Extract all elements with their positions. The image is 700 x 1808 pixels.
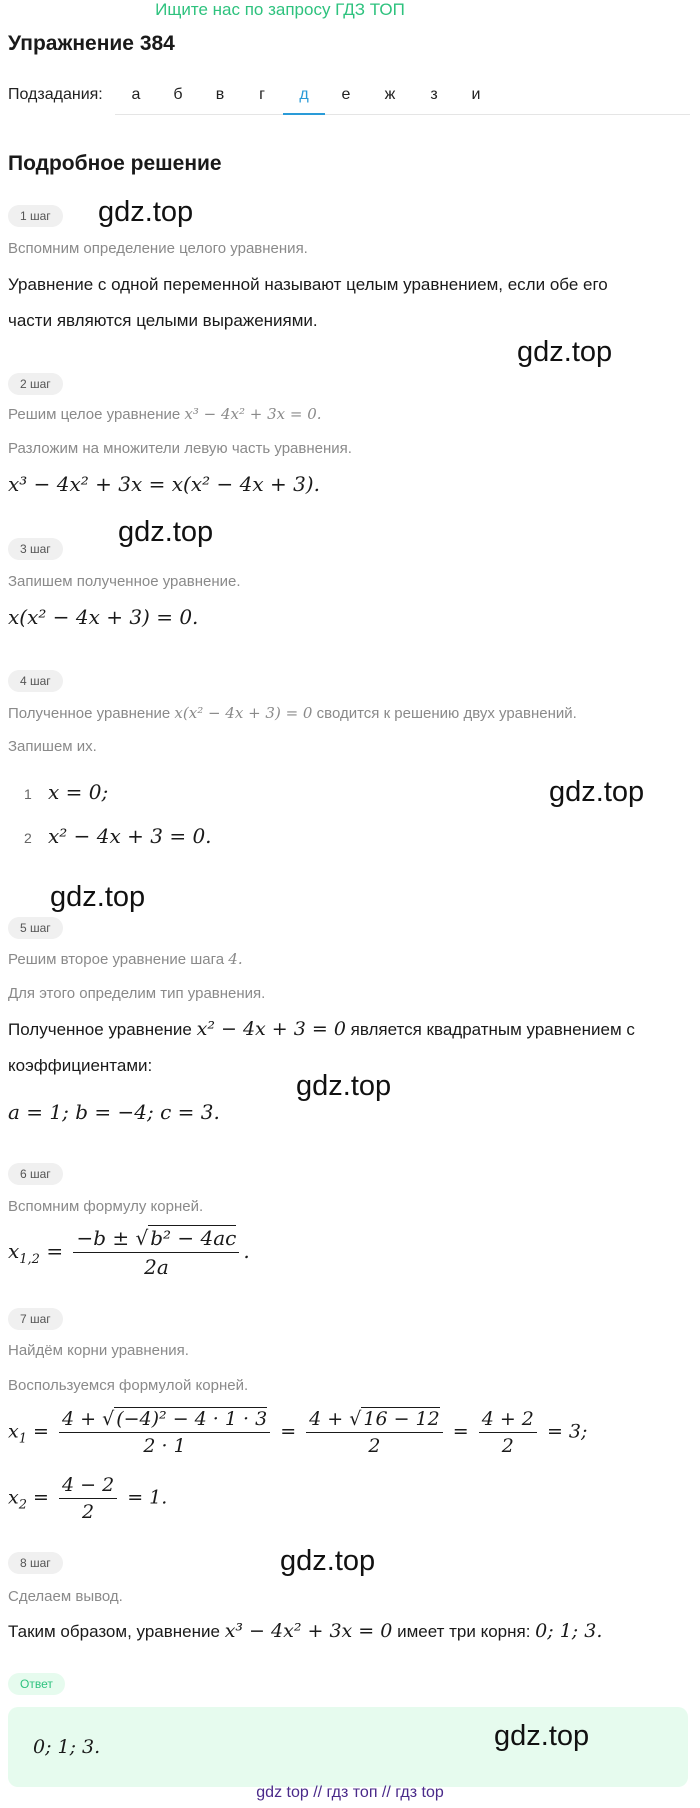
watermark: gdz.top xyxy=(280,1545,376,1577)
subtasks-label: Подзадания: xyxy=(8,86,103,103)
step-badge: 3 шаг xyxy=(8,538,63,560)
step-note: Для этого определим тип уравнения. xyxy=(8,985,266,1002)
subtask-tab-e[interactable]: е xyxy=(341,86,351,103)
subtask-tab-v[interactable]: в xyxy=(215,86,225,103)
search-banner: Ищите нас по запросу ГДЗ ТОП xyxy=(155,0,405,19)
watermark: gdz.top xyxy=(118,516,214,548)
list-number: 1 xyxy=(24,786,32,802)
watermark: gdz.top xyxy=(549,776,645,808)
answer-badge: Ответ xyxy=(8,1673,65,1695)
watermark: gdz.top xyxy=(494,1720,590,1752)
text-suffix: является квадратным уравнением с xyxy=(350,1020,635,1039)
step-badge: 1 шаг xyxy=(8,205,63,227)
subtask-tab-d[interactable]: д xyxy=(283,86,325,104)
answer-value: 0; 1; 3. xyxy=(33,1736,101,1758)
watermark: gdz.top xyxy=(517,336,613,368)
footer-links[interactable]: gdz top // гдз топ // гдз top xyxy=(256,1784,444,1801)
step-text xyxy=(8,1620,602,1642)
subtask-tab-i[interactable]: и xyxy=(471,86,481,103)
formula: 0; 1; 3. xyxy=(535,1620,603,1642)
subtask-tab-g[interactable]: г xyxy=(259,86,265,103)
list-number: 2 xyxy=(24,830,32,846)
formula: a = 1; b = −4; c = 3. xyxy=(8,1100,220,1124)
step-note: Вспомним определение целого уравнения. xyxy=(8,240,308,257)
formula: x³ − 4x² + 3x = x(x² − 4x + 3). xyxy=(8,472,320,496)
note-prefix: Полученное уравнение xyxy=(8,705,171,722)
formula: x = 0; xyxy=(48,780,109,804)
formula: $x_{1,2}$ = $\frac{\text{−b ± √ b² − 4ac}}{2a}$ . xyxy=(8,1226,250,1279)
note-prefix: Решим второе уравнение шага xyxy=(8,951,225,968)
formula: x(x² − 4x + 3) = 0 xyxy=(174,704,313,722)
watermark: gdz.top xyxy=(98,196,194,228)
watermark: gdz.top xyxy=(50,881,146,913)
step-note: Воспользуемся формулой корней. xyxy=(8,1377,249,1394)
step-note: Сделаем вывод. xyxy=(8,1588,123,1605)
step-note: Разложим на множители левую часть уравнения. xyxy=(8,440,352,457)
step-badge: 4 шаг xyxy=(8,670,63,692)
subtask-tab-zh[interactable]: ж xyxy=(384,86,396,103)
subtask-tab-a[interactable]: а xyxy=(131,86,141,103)
formula: $x_1$ = $\frac{\text{4 + √ (−4)² − 4 · 1 · 3}}{2 \cdot 1}$ = $\frac{4 + √ 16 - 12}{2}$ = $\frac{4 + 2}{2}$ = 3; xyxy=(8,1408,588,1457)
text-mid: имеет три корня: xyxy=(397,1622,531,1641)
subtask-tab-z[interactable]: з xyxy=(430,86,438,103)
step-note: Найдём корни уравнения. xyxy=(8,1342,189,1359)
formula: x(x² − 4x + 3) = 0. xyxy=(8,605,199,629)
subtask-tab-b[interactable]: б xyxy=(173,86,183,103)
step-badge: 6 шаг xyxy=(8,1163,63,1185)
step-badge: 7 шаг xyxy=(8,1308,63,1330)
note-suffix: сводится к решению двух уравнений. xyxy=(316,705,577,722)
formula: 4. xyxy=(228,950,243,968)
text-prefix: Таким образом, уравнение xyxy=(8,1622,220,1641)
step-note: Вспомним формулу корней. xyxy=(8,1198,204,1215)
step-badge: 2 шаг xyxy=(8,373,63,395)
step-text: части являются целыми выражениями. xyxy=(8,311,318,330)
step-text xyxy=(8,1018,635,1040)
step-note: Запишем полученное уравнение. xyxy=(8,573,241,590)
formula: $x_2$ = $\frac{4 - 2}{2}$ = 1. xyxy=(8,1474,168,1523)
step-badge: 5 шаг xyxy=(8,917,63,939)
formula: x² − 4x + 3 = 0. xyxy=(48,824,212,848)
step-text: коэффициентами: xyxy=(8,1056,153,1075)
step-note xyxy=(8,704,577,722)
formula: x³ − 4x² + 3x = 0. xyxy=(184,405,322,423)
formula: x² − 4x + 3 = 0 xyxy=(196,1018,346,1040)
step-note xyxy=(8,950,243,968)
step-text: Уравнение с одной переменной называют целым уравнением, если обе его xyxy=(8,275,608,294)
solution-title: Подробное решение xyxy=(8,152,222,175)
note-prefix: Решим целое уравнение xyxy=(8,406,181,423)
watermark: gdz.top xyxy=(296,1070,392,1102)
formula: x³ − 4x² + 3x = 0 xyxy=(224,1620,393,1642)
exercise-title: Упражнение 384 xyxy=(8,32,175,55)
subtasks-tabs xyxy=(115,80,690,115)
text-prefix: Полученное уравнение xyxy=(8,1020,192,1039)
step-note: Запишем их. xyxy=(8,738,97,755)
step-badge: 8 шаг xyxy=(8,1552,63,1574)
step-note xyxy=(8,405,322,423)
